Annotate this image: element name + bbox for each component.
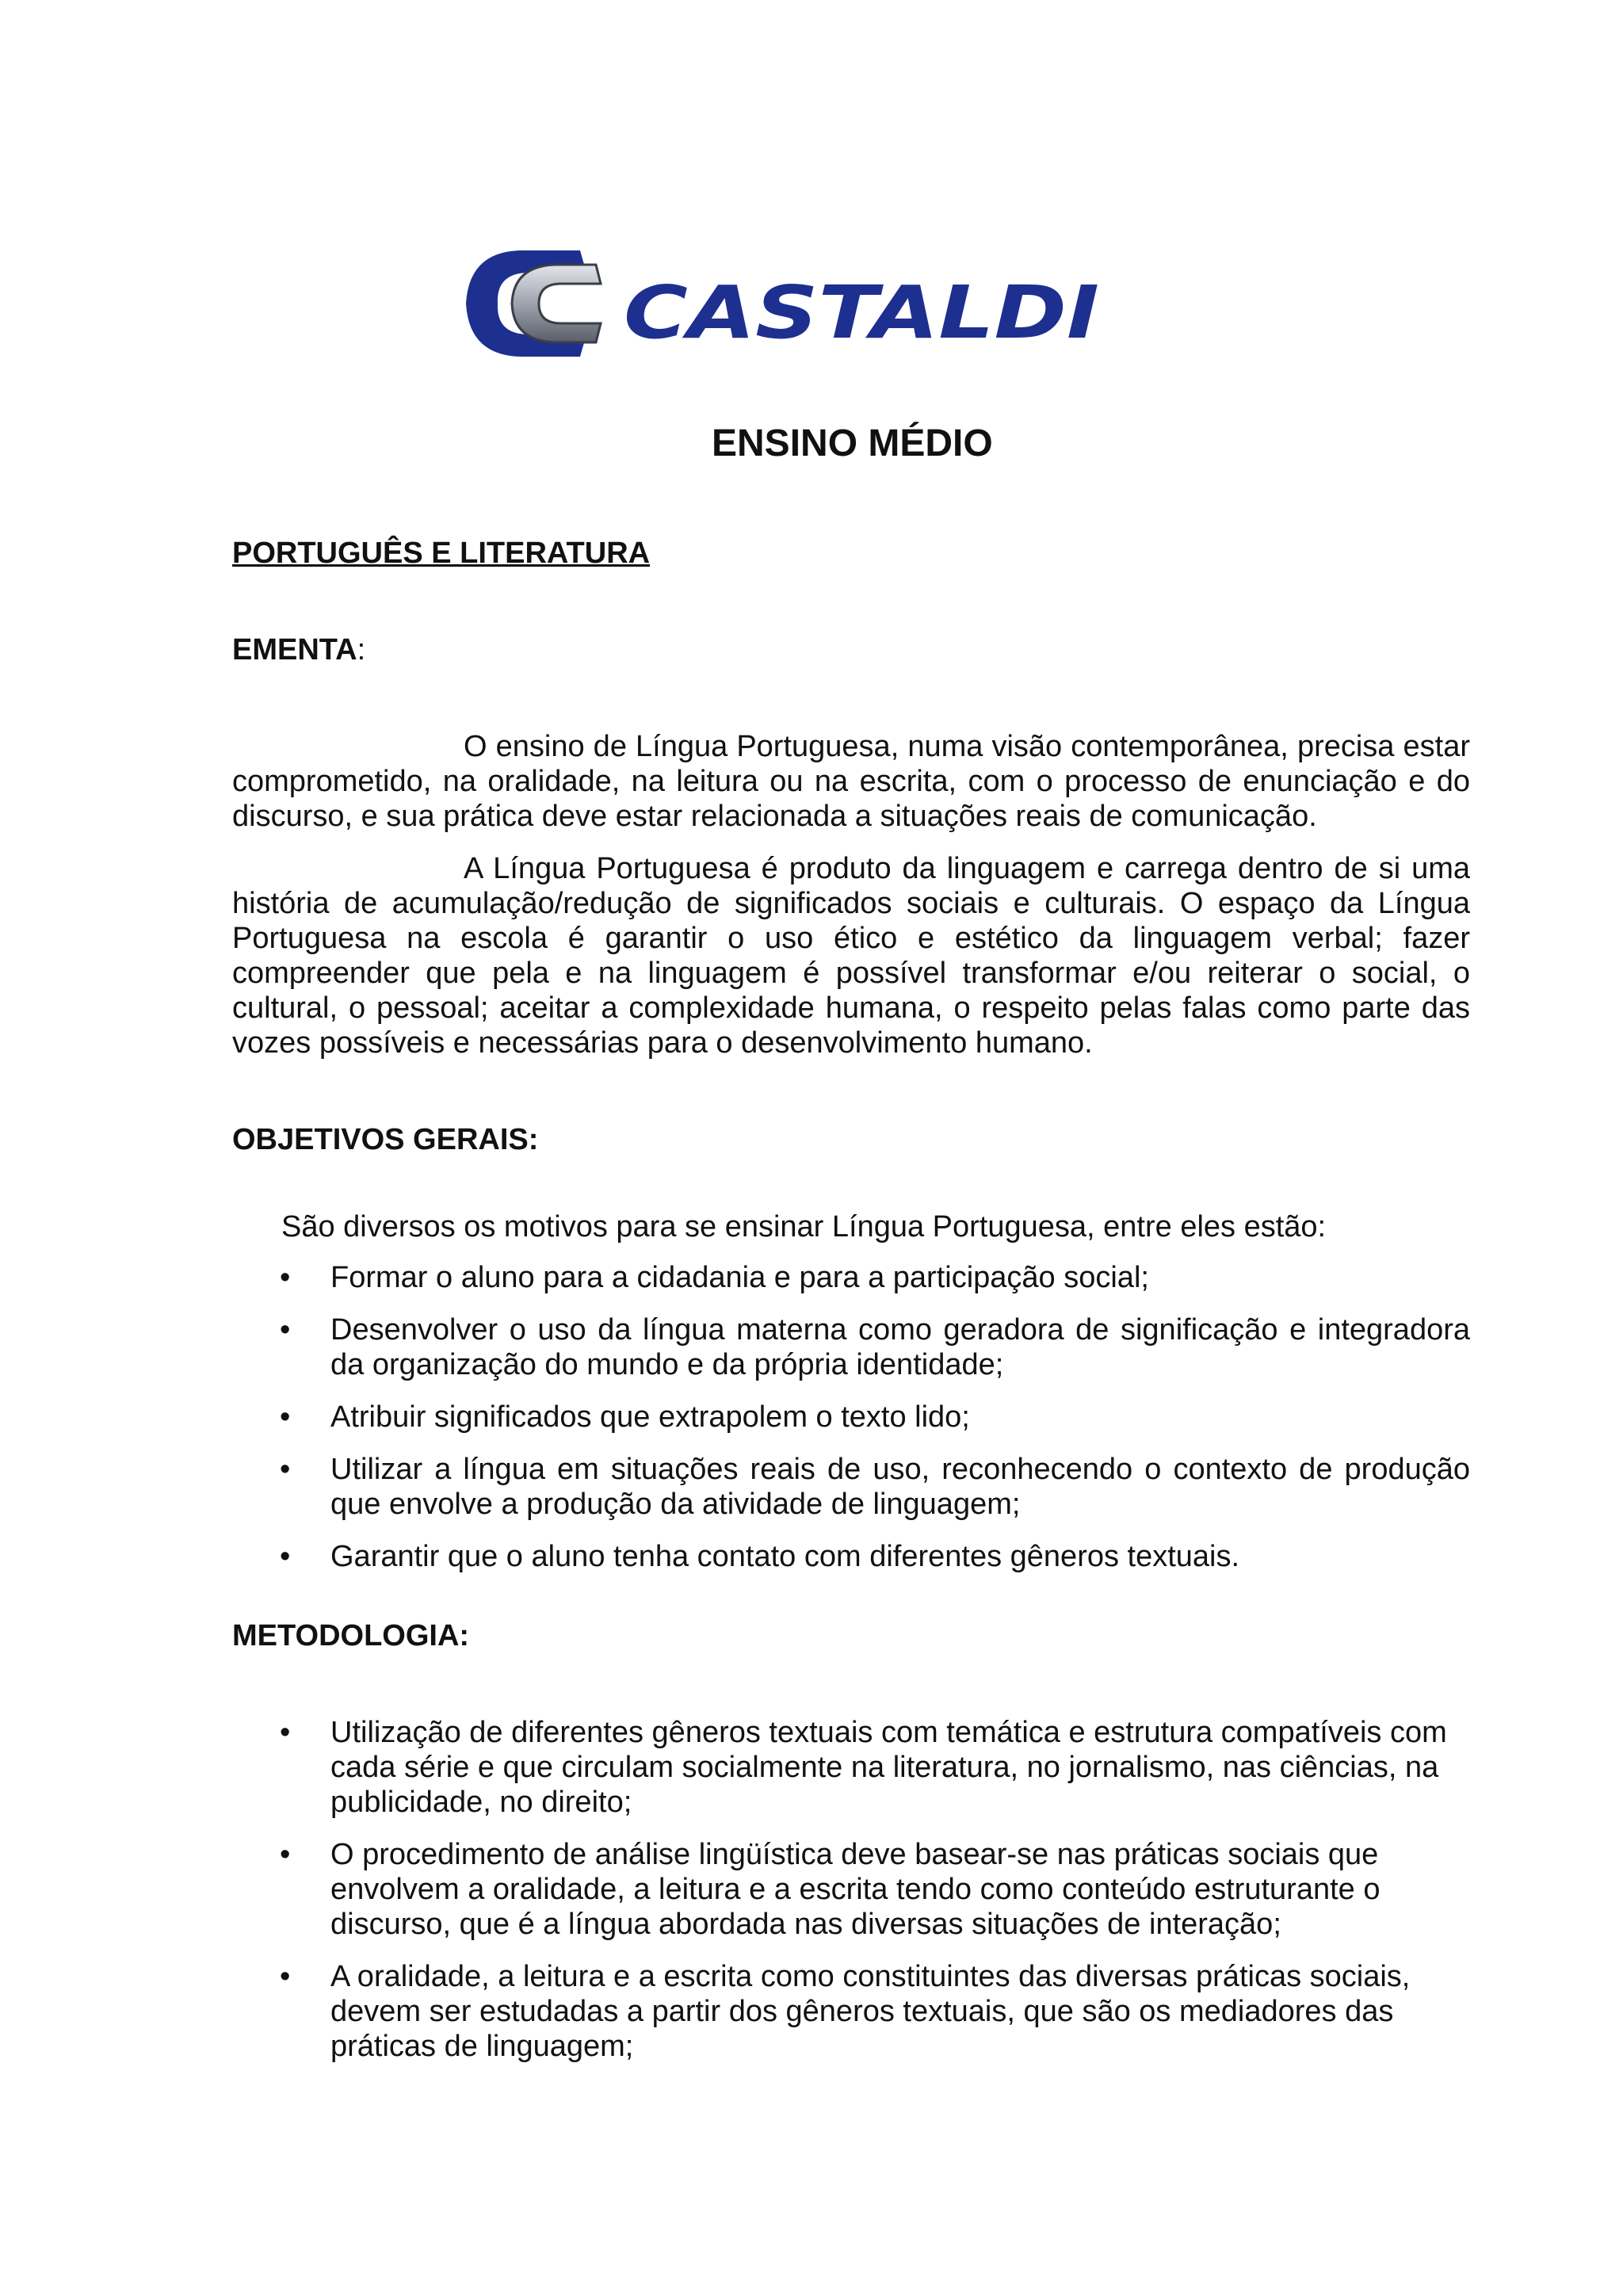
- objetivos-intro: São diversos os motivos para se ensinar Língua Portuguesa, entre eles estão:: [281, 1210, 1327, 1244]
- objetivos-list: [232, 1260, 1470, 1574]
- document-body: [232, 523, 1470, 2081]
- list-item: • Utilização de diferentes gêneros textuais com temática e estrutura compatíveis com cada série e que circulam socialmente na literatura, no jornalismo, nas ciências, na publicidade, no direito;: [330, 1715, 1470, 1820]
- list-item: • O procedimento de análise lingüística deve basear-se nas práticas sociais que envolvem a oralidade, a leitura e a escrita tendo como conteúdo estruturante o discurso, que é a língua abordada nas diversas situações de interação;: [330, 1837, 1470, 1942]
- metodologia-list: [232, 1715, 1470, 2064]
- page-title: ENSINO MÉDIO: [712, 422, 993, 464]
- list-item: • Desenvolver o uso da língua materna como geradora de significação e integradora da organização do mundo e da própria identidade;: [330, 1312, 1470, 1382]
- subject-heading: PORTUGUÊS E LITERATURA: [232, 537, 651, 570]
- list-item: • A oralidade, a leitura e a escrita como constituintes das diversas práticas sociais, devem ser estudadas a partir dos gêneros textuais, que são os mediadores das práticas de linguagem;: [330, 1959, 1470, 2064]
- ementa-heading-colon: :: [357, 633, 366, 667]
- list-item: • Atribuir significados que extrapolem o texto lido;: [330, 1400, 1470, 1435]
- castaldi-logo: [461, 244, 1111, 363]
- metodologia-heading: METODOLOGIA:: [232, 1619, 470, 1652]
- logo-wordmark: CASTALDI: [624, 270, 1099, 355]
- castaldi-logo-graphic: [461, 244, 1111, 363]
- ementa-heading: [232, 632, 1470, 667]
- ementa-paragraph: A Língua Portuguesa é produto da linguagem e carrega dentro de si uma história de acumulação/redução de significados sociais e culturais. O espaço da Língua Portuguesa na escola é garantir o uso ético e estético da linguagem verbal; fazer compreender que pela e na linguagem é possível transformar e/ou reiterar o social, o cultural, o pessoal; aceitar a complexidade humana, o respeito pelas falas como parte das vozes possíveis e necessárias para o desenvolvimento humano.: [232, 852, 1470, 1060]
- ementa-paragraph: O ensino de Língua Portuguesa, numa visão contemporânea, precisa estar comprometido, na oralidade, na leitura ou na escrita, com o processo de enunciação e do discurso, e sua prática deve estar relacionada a situações reais de comunicação.: [232, 730, 1470, 833]
- list-item: • Formar o aluno para a cidadania e para a participação social;: [330, 1260, 1470, 1295]
- list-item: • Garantir que o aluno tenha contato com diferentes gêneros textuais.: [330, 1539, 1470, 1574]
- objetivos-heading: OBJETIVOS GERAIS:: [232, 1123, 539, 1156]
- list-item: • Utilizar a língua em situações reais de uso, reconhecendo o contexto de produção que envolve a produção da atividade de linguagem;: [330, 1452, 1470, 1522]
- ementa-heading-label: EMENTA: [232, 633, 357, 667]
